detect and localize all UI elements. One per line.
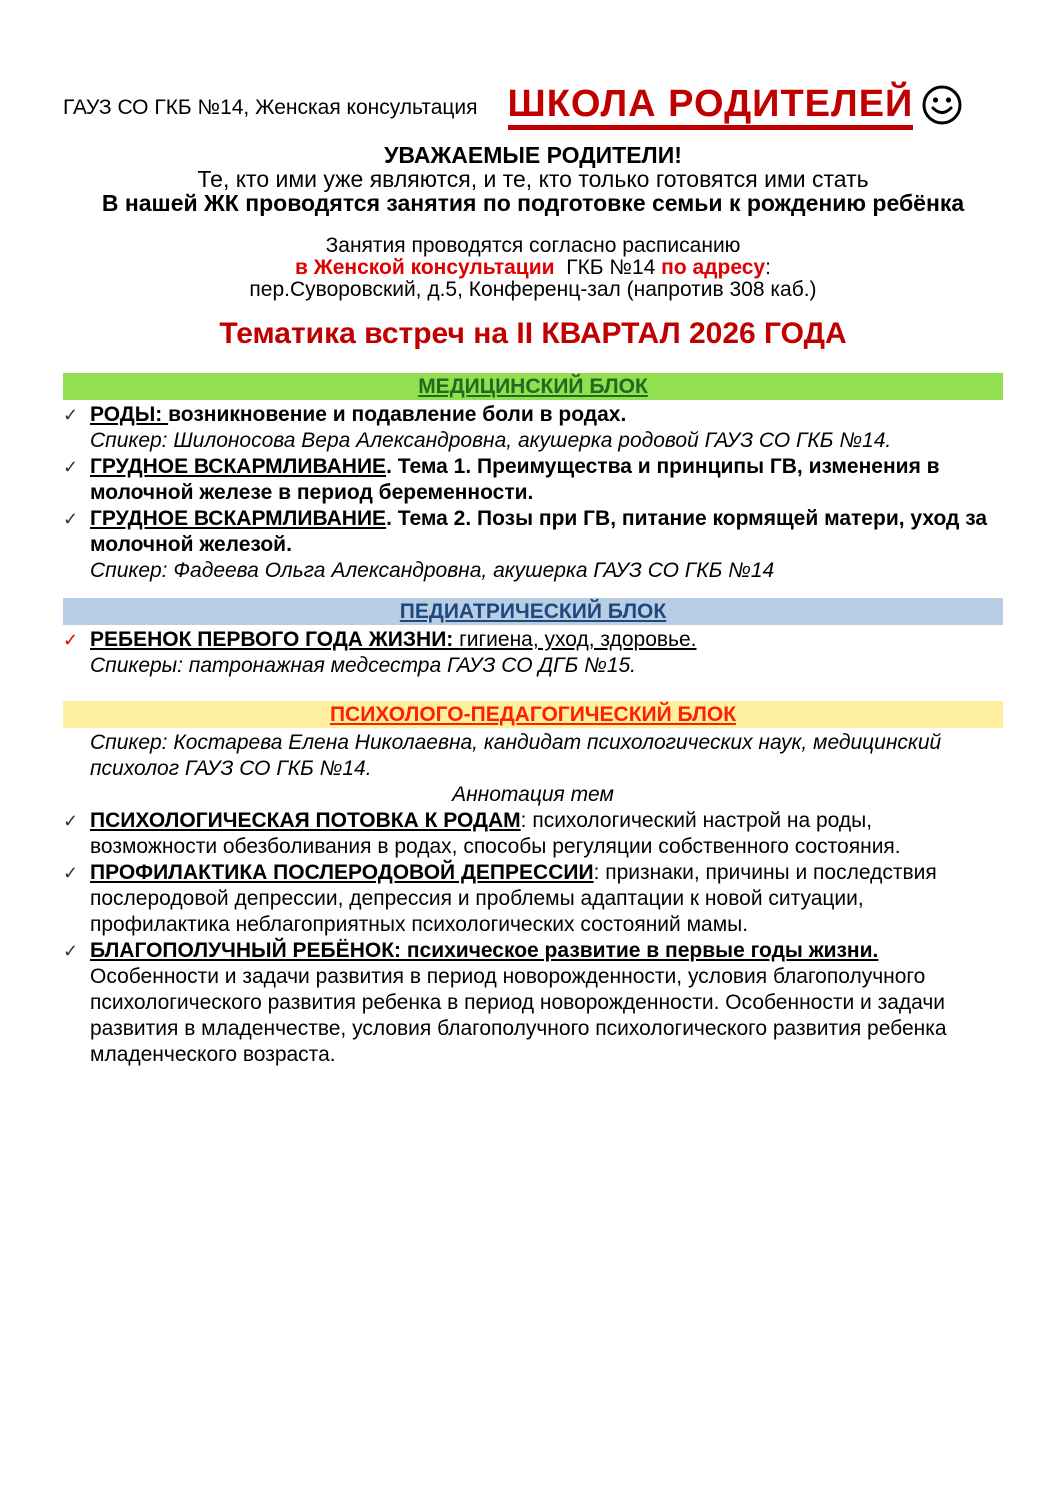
item-title: ПСИХОЛОГИЧЕСКАЯ ПОТОВКА К РОДАМ [90, 809, 521, 832]
speaker-line: Спикер: Костарева Елена Николаевна, кандидат психологических наук, медицинский психолог ГАУЗ СО ГКБ №14. [90, 731, 942, 780]
item-title: РЕБЕНОК ПЕРВОГО ГОДА ЖИЗНИ: [90, 628, 460, 651]
item-text [90, 938, 1003, 1068]
check-icon: ✓ [63, 863, 79, 883]
check-icon: ✓ [63, 457, 79, 477]
section-bar-psych [63, 701, 1003, 728]
list-item [63, 627, 1003, 653]
item-title: РОДЫ: [90, 403, 169, 426]
schedule-hospital: ГКБ №14 [554, 256, 662, 279]
item-text [90, 627, 1003, 653]
item-text [90, 506, 1003, 558]
page-title: ШКОЛА РОДИТЕЛЕЙ [508, 85, 914, 131]
schedule-info [63, 235, 1003, 301]
item-rest: : психологический настрой на роды, возможности обезболивания в родах, способы регуляции собственного состояния. [90, 809, 901, 858]
schedule-line-2 [63, 257, 1003, 279]
section-label-psych: ПСИХОЛОГО-ПЕДАГОГИЧЕСКИЙ БЛОК [329, 702, 737, 726]
intro-line-3: В нашей ЖК проводятся занятия по подготовке семьи к рождению ребёнка [101, 190, 965, 216]
check-icon: ✓ [63, 509, 79, 529]
schedule-line-3: пер.Суворовский, д.5, Конференц-зал (напротив 308 каб.) [249, 278, 817, 301]
list-item [63, 860, 1003, 938]
smiley-face-icon [921, 84, 963, 131]
section-bar-pediatric [63, 598, 1003, 625]
speaker-line: Спикеры: патронажная медсестра ГАУЗ СО ДГБ №15. [90, 654, 637, 677]
item-text [90, 454, 1003, 506]
section-label-pediatric: ПЕДИАТРИЧЕСКИЙ БЛОК [399, 599, 667, 623]
intro-line-2: Те, кто ими уже являются, и те, кто только готовятся ими стать [197, 166, 869, 192]
item-text [90, 402, 1003, 428]
item-rest: . Тема 2. Позы при ГВ, питание кормящей матери, уход за молочной железой. [90, 507, 993, 556]
speaker-line: Спикер: Шилоносова Вера Александровна, акушерка родовой ГАУЗ СО ГКБ №14. [90, 429, 892, 452]
org-name: ГАУЗ СО ГКБ №14, Женская консультация [63, 95, 478, 119]
section-label-medical: МЕДИЦИНСКИЙ БЛОК [418, 374, 648, 398]
item-text [90, 808, 1003, 860]
item-text [90, 860, 1003, 938]
item-rest: : признаки, причины и последствия послеродовой депрессии, депрессия и проблемы адаптации к новой ситуации, профилактика неблагоприятных психологических состояний мамы. [90, 861, 943, 936]
intro [63, 143, 1003, 215]
list-item [63, 808, 1003, 860]
list-item [63, 938, 1003, 1068]
medical-items [63, 402, 1003, 584]
schedule-clinic: в Женской консультации [295, 256, 555, 279]
item-rest: возникновение и подавление боли в родах. [168, 403, 627, 426]
item-rest: . Тема 1. Преимущества и принципы ГВ, изменения в молочной железе в период беременности. [90, 455, 946, 504]
section-bar-medical [63, 373, 1003, 400]
item-title: ГРУДНОЕ ВСКАРМЛИВАНИЕ [90, 507, 387, 530]
check-icon: ✓ [63, 941, 79, 961]
list-item [63, 506, 1003, 558]
psych-items [63, 730, 1003, 1068]
list-item [63, 454, 1003, 506]
schedule-line-1: Занятия проводятся согласно расписанию [325, 234, 741, 257]
pediatric-items [63, 627, 1003, 679]
item-title: ГРУДНОЕ ВСКАРМЛИВАНИЕ [90, 455, 387, 478]
schedule-address-label: по адресу [661, 256, 766, 279]
check-icon: ✓ [63, 405, 79, 425]
annotation-heading: Аннотация тем [452, 783, 614, 806]
intro-line-1: УВАЖАЕМЫЕ РОДИТЕЛИ! [384, 142, 682, 168]
check-icon: ✓ [63, 630, 79, 650]
list-item [63, 402, 1003, 428]
main-title: Тематика встреч на II КВАРТАЛ 2026 ГОДА [219, 317, 847, 350]
schedule-colon: : [765, 256, 771, 279]
item-title: БЛАГОПОЛУЧНЫЙ РЕБЁНОК: психическое развитие в первые годы жизни. [90, 939, 879, 962]
item-description: Особенности и задачи развития в период новорожденности, условия благополучного психологического развития ребенка в период новорожденности. Особенности и задачи развития в младенчестве, условия благополучного психологического развития ребенка младенческого возраста. [90, 965, 947, 1066]
speaker-line: Спикер: Фадеева Ольга Александровна, акушерка ГАУЗ СО ГКБ №14 [90, 559, 775, 582]
item-rest: гигиена, уход, здоровье. [459, 628, 697, 651]
check-icon: ✓ [63, 811, 79, 831]
item-title: ПРОФИЛАКТИКА ПОСЛЕРОДОВОЙ ДЕПРЕССИИ [90, 861, 594, 884]
header [63, 84, 1003, 131]
